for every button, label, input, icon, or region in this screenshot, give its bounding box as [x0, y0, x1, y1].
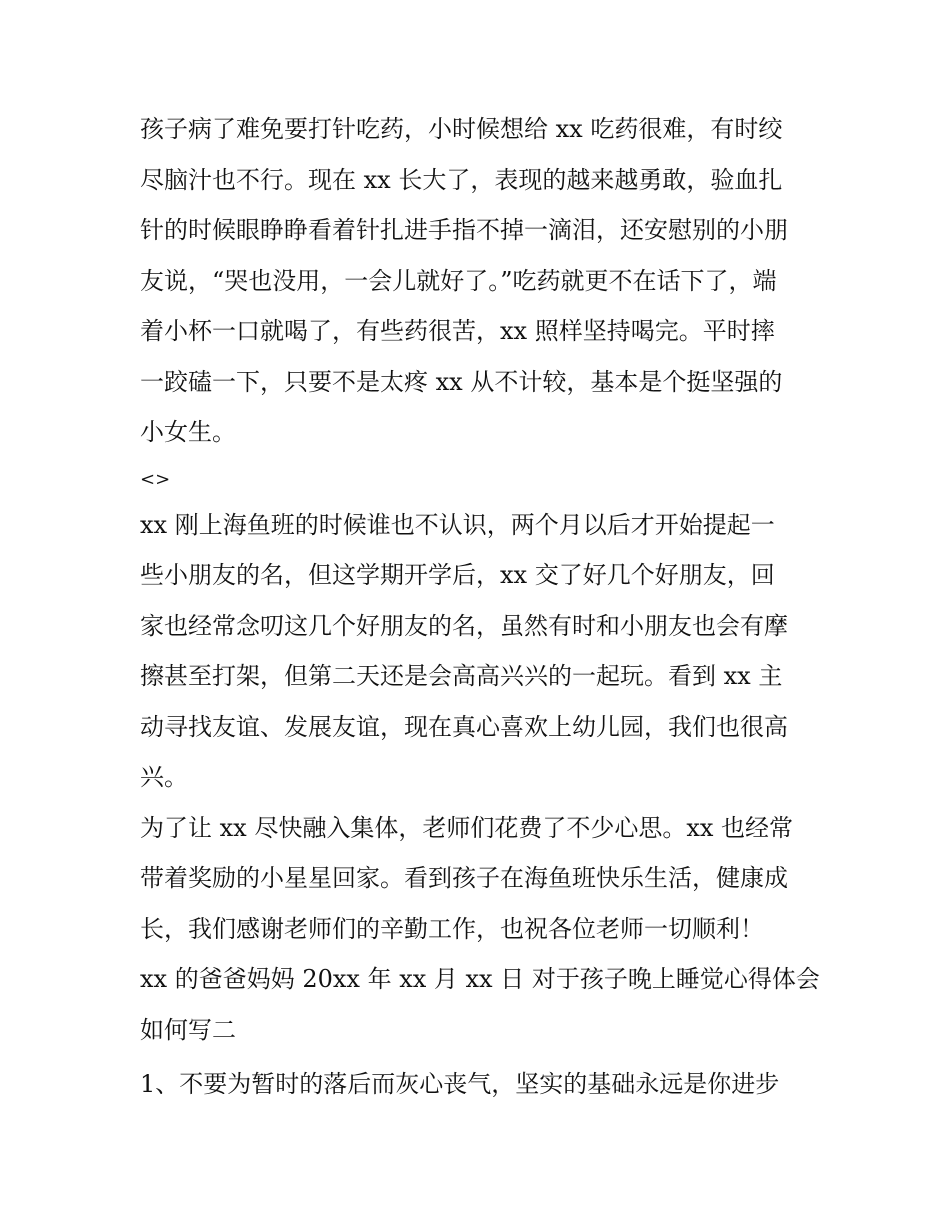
text-line: 1、不要为暂时的落后而灰心丧气，坚实的基础永远是你进步	[140, 1070, 780, 1098]
text-line: 长，我们感谢老师们的辛勤工作，也祝各位老师一切顺利！	[140, 914, 764, 943]
text-line: 孩子病了难免要打针吃药，小时候想给 xx 吃药很难，有时绞	[140, 115, 783, 143]
paragraph-friendship	[140, 500, 820, 803]
text-line: 着小杯一口就喝了，有些药很苦，xx 照样坚持喝完。平时摔	[140, 317, 775, 345]
text-line: 针的时候眼睁睁看着针扎进手指不掉一滴泪，还安慰别的小朋	[140, 216, 788, 244]
paragraph-numbered	[140, 1059, 820, 1110]
text-line: xx 的爸爸妈妈 20xx 年 xx 月 xx 日 对于孩子晚上睡觉心得体会	[140, 965, 820, 993]
text-line: 带着奖励的小星星回家。看到孩子在海鱼班快乐生活，健康成	[140, 864, 788, 892]
text-line: 家也经常念叨这几个好朋友的名，虽然有时和小朋友也会有摩	[140, 611, 788, 640]
text-line: 擦甚至打架，但第二天还是会高高兴兴的一起玩。看到 xx 主	[140, 662, 783, 690]
text-line: 小女生。	[140, 418, 236, 446]
text-line: xx 刚上海鱼班的时候谁也不认识，两个月以后才开始提起一	[140, 510, 775, 539]
paragraph-thanks	[140, 803, 820, 1056]
text-line: 些小朋友的名，但这学期开学后，xx 交了好几个好朋友，回	[140, 561, 775, 589]
text-line: 尽脑汁也不行。现在 xx 长大了，表现的越来越勇敢，验血扎	[140, 165, 783, 194]
text-line: 兴。	[140, 763, 188, 791]
text-line: 如何写二	[140, 1015, 236, 1044]
text-line: 友说，“哭也没用，一会儿就好了。”吃药就更不在话下了，端	[140, 266, 777, 295]
text-line: 为了让 xx 尽快融入集体，老师们花费了不少心思。xx 也经常	[140, 813, 794, 842]
text-line: 动寻找友谊、发展友谊，现在真心喜欢上幼儿园，我们也很高	[140, 712, 788, 741]
paragraph-child-courage	[140, 104, 820, 458]
document-body	[140, 104, 820, 1110]
text-line: 一跤磕一下，只要不是太疼 xx 从不计较，基本是个挺坚强的	[140, 367, 783, 396]
section-marker: <>	[140, 468, 171, 490]
